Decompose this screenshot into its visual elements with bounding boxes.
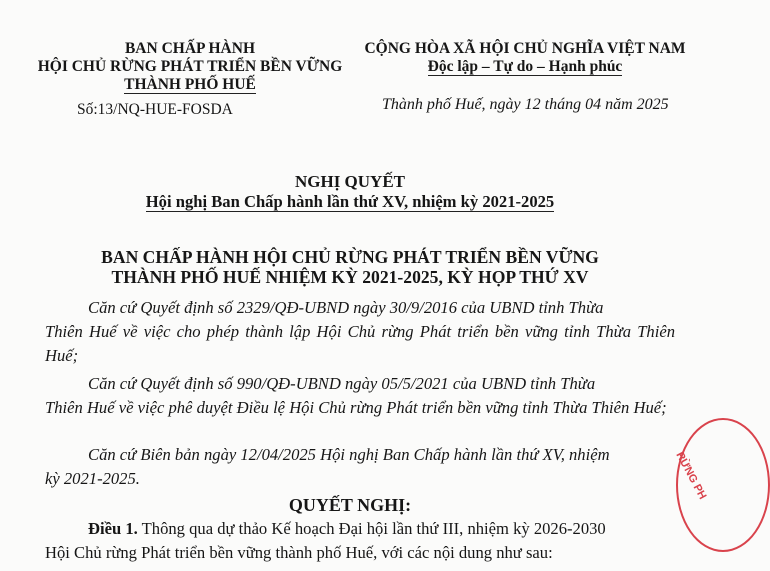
legal-basis-3 — [45, 443, 675, 491]
header-left-line1: BAN CHẤP HÀNH — [124, 40, 256, 57]
legal-basis-1-first: Căn cứ Quyết định số 2329/QĐ-UBND ngày 30/9/2016 của UBND tỉnh Thừa — [88, 298, 604, 317]
issuer-line2: THÀNH PHỐ HUẾ NHIỆM KỲ 2021-2025, KỲ HỌP THỨ XV — [111, 267, 589, 287]
issue-date: Thành phố Huế, ngày 12 tháng 04 năm 2025 — [382, 96, 669, 113]
header-left-line3 — [80, 76, 300, 94]
seal-text: RỪNG PH — [673, 450, 709, 502]
national-motto: Độc lập – Tự do – Hạnh phúc — [427, 58, 623, 75]
header-left-line2: HỘI CHỦ RỪNG PHÁT TRIỂN BỀN VỮNG — [37, 58, 343, 75]
article-1 — [88, 517, 606, 541]
national-title: CỘNG HÒA XÃ HỘI CHỦ NGHĨA VIỆT NAM — [364, 40, 686, 57]
legal-basis-3-rest: kỳ 2021-2025. — [45, 469, 140, 488]
legal-basis-2-first: Căn cứ Quyết định số 990/QĐ-UBND ngày 05/5/2021 của UBND tỉnh Thừa — [88, 374, 596, 393]
document-title: NGHỊ QUYẾT — [294, 172, 406, 191]
legal-basis-1 — [45, 296, 675, 368]
legal-basis-3-first: Căn cứ Biên bản ngày 12/04/2025 Hội nghị Ban Chấp hành lần thứ XV, nhiệm — [88, 445, 610, 464]
legal-basis-2 — [45, 372, 675, 420]
legal-basis-1-rest: Thiên Huế về việc cho phép thành lập Hội Chủ rừng Phát triển bền vững tỉnh Thừa Thiên Huế; — [45, 322, 675, 365]
document-subtitle-line — [0, 192, 700, 212]
article-1-label: Điều 1. — [88, 519, 138, 538]
header-left-org: THÀNH PHỐ HUẾ — [124, 76, 256, 93]
document-subtitle: Hội nghị Ban Chấp hành lần thứ XV, nhiệm kỳ 2021-2025 — [145, 192, 555, 211]
official-seal — [673, 418, 770, 552]
national-motto-line — [360, 58, 690, 76]
issuer-line1: BAN CHẤP HÀNH HỘI CHỦ RỪNG PHÁT TRIỂN BỀN VỮNG — [101, 247, 599, 267]
resolution-heading: QUYẾT NGHỊ: — [288, 495, 412, 515]
document-number: Số:13/NQ-HUE-FOSDA — [77, 101, 233, 118]
article-1-text: Thông qua dự thảo Kế hoạch Đại hội lần thứ III, nhiệm kỳ 2026-2030 — [141, 519, 606, 538]
article-1-line2: Hội Chủ rừng Phát triển bền vững thành phố Huế, với các nội dung như sau: — [45, 543, 553, 562]
legal-basis-2-rest: Thiên Huế về việc phê duyệt Điều lệ Hội Chủ rừng Phát triển bền vững tỉnh Thừa Thiên Huế; — [45, 398, 667, 417]
